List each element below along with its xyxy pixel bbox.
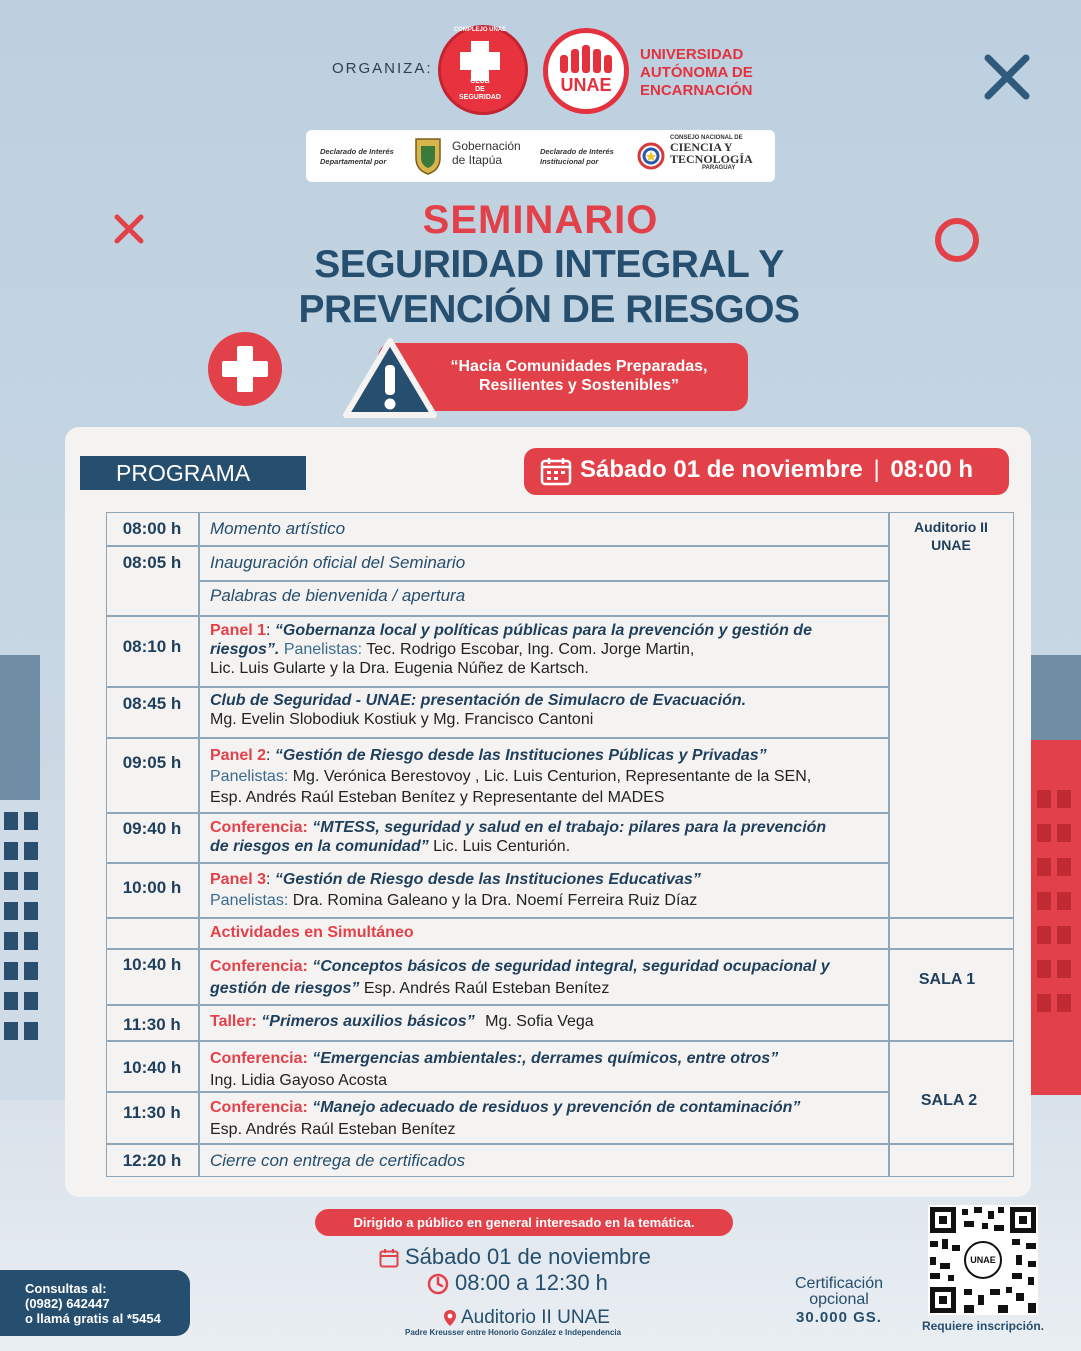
row-people: Esp. Andrés Raúl Esteban Benítez <box>210 1121 456 1138</box>
row-activity: Cierre con entrega de certificados <box>210 1151 466 1170</box>
row-people-label: Panelistas: <box>283 641 363 658</box>
row-time: 10:40 h <box>122 1058 182 1077</box>
contact-line: o llamá gratis al *5454 <box>25 1311 161 1326</box>
conacyt-name <box>670 135 753 171</box>
row-title: “Conceptos básicos de seguridad integral, seguridad ocupacional y <box>312 958 830 975</box>
row-divider <box>106 1004 888 1006</box>
university-name-line: UNIVERSIDAD <box>640 46 744 63</box>
row-activity <box>210 869 880 911</box>
simultaneous-activities-label: Actividades en Simultáneo <box>210 924 414 941</box>
venue-sala-2: SALA 2 <box>920 1092 978 1109</box>
row-label: Conferencia: <box>210 819 308 836</box>
time-column-divider <box>198 512 200 1177</box>
footer-date: Sábado 01 de noviembre <box>405 1244 651 1269</box>
row-people-label: Panelistas: <box>210 892 289 909</box>
declared-dept-line: Declarado de Interés <box>320 147 394 156</box>
sponsors-box <box>306 130 775 182</box>
venue-line: UNAE <box>931 537 971 553</box>
club-logo-arc: COMPLEJO UNAE <box>453 27 507 33</box>
slogan-text <box>410 357 748 395</box>
row-divider <box>106 1143 1014 1145</box>
university-name-line: AUTÓNOMA DE <box>640 64 753 81</box>
row-title: de riesgos en la comunidad” <box>210 838 429 855</box>
qr-code[interactable] <box>928 1205 1038 1315</box>
title-line-2: PREVENCIÓN DE RIESGOS <box>298 288 800 331</box>
certification-info <box>775 1276 903 1326</box>
calendar-icon <box>540 456 572 486</box>
cert-price: 30.000 GS. <box>796 1309 882 1326</box>
row-people: Esp. Andrés Raúl Esteban Benítez <box>363 980 610 997</box>
row-activity: Palabras de bienvenida / apertura <box>210 586 466 605</box>
row-people-label: Panelistas: <box>210 768 289 785</box>
footer-time: 08:00 a 12:30 h <box>455 1270 608 1295</box>
row-time: 08:10 h <box>122 637 182 656</box>
declared-inst-line: Declarado de Interés <box>540 147 614 156</box>
warning-icon <box>340 335 440 421</box>
row-title: “Manejo adecuado de residuos y prevención de contaminación” <box>312 1099 801 1116</box>
footer-place: Auditorio II UNAE <box>461 1307 610 1328</box>
row-time: 12:20 h <box>122 1151 182 1170</box>
row-time: 09:40 h <box>122 819 182 838</box>
qr-logo-text: UNAE <box>970 1255 996 1265</box>
row-activity <box>210 1097 880 1141</box>
clock-icon <box>427 1273 449 1295</box>
row-people: Ing. Lidia Gayoso Acosta <box>210 1072 387 1089</box>
row-time: 11:30 h <box>123 1015 181 1034</box>
conacyt-line: TECNOLOGÍA <box>670 152 753 166</box>
row-divider <box>198 580 888 582</box>
row-people: Lic. Luis Gularte y la Dra. Eugenia Núñez de Kartsch. <box>210 660 589 677</box>
row-activity <box>210 956 880 1000</box>
row-title: Club de Seguridad - UNAE: presentación de Simulacro de Evacuación. <box>210 692 747 709</box>
club-seguridad-logo <box>438 25 528 115</box>
conacyt-country: PARAGUAY <box>702 165 736 171</box>
slogan-line: “Hacia Comunidades Preparadas, <box>450 358 708 375</box>
row-title: gestión de riesgos” <box>210 980 360 997</box>
row-people: Esp. Andrés Raúl Esteban Benítez y Representante del MADES <box>210 789 665 806</box>
title-kicker: SEMINARIO <box>422 198 659 242</box>
row-title: riesgos”. <box>210 641 280 658</box>
row-people: Mg. Verónica Berestovoy , Lic. Luis Centurion, Representante de la SEN, <box>292 768 812 785</box>
gobernacion-name <box>452 139 521 167</box>
venue-line: Auditorio II <box>914 519 988 535</box>
unae-logo <box>543 28 629 114</box>
medical-cross-icon <box>208 332 282 406</box>
row-divider <box>106 812 888 814</box>
university-name-line: ENCARNACIÓN <box>640 82 753 99</box>
declared-dept-text <box>320 147 394 167</box>
row-label: Panel 3 <box>210 871 267 888</box>
building-right-red <box>1031 740 1081 1095</box>
title-line-1: SEGURIDAD INTEGRAL Y <box>314 243 784 286</box>
row-colon: : <box>266 622 275 639</box>
club-logo-line: DE <box>475 86 485 93</box>
program-time: 08:00 h <box>890 456 974 483</box>
venue-column-divider <box>888 512 890 1177</box>
programa-heading: PROGRAMA <box>80 456 306 490</box>
conacyt-line: CIENCIA Y <box>670 140 733 154</box>
venue-sala-1: SALA 1 <box>918 971 976 988</box>
gobernacion-line: de Itapúa <box>452 153 503 167</box>
row-time: 10:40 h <box>122 955 182 974</box>
building-left <box>0 655 40 805</box>
row-people: Lic. Luis Centurión. <box>433 838 571 855</box>
row-colon: : <box>266 871 275 888</box>
club-logo-line: SEGURIDAD <box>458 94 501 101</box>
declared-inst-line: Institucional por <box>540 157 599 166</box>
row-people: Dra. Romina Galeano y la Dra. Noemí Ferreira Ruiz Díaz <box>292 892 698 909</box>
row-time: 11:30 h <box>123 1103 181 1122</box>
program-date: Sábado 01 de noviembre <box>580 456 863 483</box>
row-activity <box>210 745 880 808</box>
calendar-icon <box>379 1248 399 1268</box>
declared-inst-text <box>540 147 614 167</box>
venue-main <box>888 518 1014 554</box>
unae-logo-text: UNAE <box>560 75 612 95</box>
row-title: “Gestión de Riesgo desde las Instituciones Educativas” <box>274 871 701 888</box>
conacyt-small: CONSEJO NACIONAL DE <box>670 135 743 141</box>
location-pin-icon <box>443 1309 457 1327</box>
row-divider <box>106 615 888 617</box>
audience-pill: Dirigido a público en general interesado en la temática. <box>315 1209 733 1236</box>
row-label: Conferencia: <box>210 1050 308 1067</box>
row-divider <box>106 545 888 547</box>
row-label: Conferencia: <box>210 1099 308 1116</box>
slogan-line: Resilientes y Sostenibles” <box>478 377 680 394</box>
row-title: “Gestión de Riesgo desde las Instituciones Públicas y Privadas” <box>274 747 767 764</box>
conacyt-star-icon <box>637 142 665 170</box>
cert-line: Certificación <box>794 1275 884 1292</box>
row-people: Mg. Sofia Vega <box>485 1013 594 1030</box>
university-name <box>640 46 753 100</box>
row-divider <box>106 686 888 688</box>
contact-phone: (0982) 642447 <box>25 1296 110 1311</box>
row-time: 10:00 h <box>122 878 182 897</box>
contact-line: Consultas al: <box>25 1281 107 1296</box>
row-activity <box>210 1012 880 1031</box>
row-people: Tec. Rodrigo Escobar, Ing. Com. Jorge Martin, <box>366 641 695 658</box>
declared-dept-line: Departamental por <box>320 157 387 166</box>
row-title: “Primeros auxilios básicos” <box>261 1013 475 1030</box>
building-right <box>1031 655 1081 745</box>
row-activity <box>210 818 880 856</box>
contact-box <box>0 1270 190 1336</box>
date-separator: | <box>873 456 880 483</box>
row-label: Conferencia: <box>210 958 308 975</box>
gobernacion-shield-icon <box>413 136 443 176</box>
building-left-front <box>0 800 66 1100</box>
row-time: 08:45 h <box>122 694 182 713</box>
row-title: “Emergencias ambientales:, derrames químicos, entre otros” <box>312 1050 779 1067</box>
row-divider <box>106 917 1014 919</box>
row-label: Panel 1 <box>210 622 267 639</box>
cert-line: opcional <box>809 1291 869 1308</box>
row-activity: Momento artístico <box>210 519 346 538</box>
row-time: 08:05 h <box>122 553 182 572</box>
row-time: 09:05 h <box>122 753 182 772</box>
club-logo-line: CLUB <box>470 78 490 85</box>
row-activity <box>210 691 880 729</box>
row-divider <box>106 862 888 864</box>
row-title: “Gobernanza local y políticas públicas para la prevención y gestión de <box>274 622 812 639</box>
row-colon: : <box>266 747 275 764</box>
registration-note: Requiere inscripción. <box>921 1319 1045 1333</box>
organiza-label: ORGANIZA: <box>332 60 433 77</box>
row-label: Taller: <box>210 1013 257 1030</box>
row-people: Mg. Evelin Slobodiuk Kostiuk y Mg. Francisco Cantoni <box>210 711 594 728</box>
close-icon <box>982 52 1032 102</box>
row-time: 08:00 h <box>122 519 182 538</box>
row-label: Panel 2 <box>210 747 267 764</box>
row-divider <box>106 737 888 739</box>
gobernacion-line: Gobernación <box>452 139 521 153</box>
row-divider <box>106 1040 1014 1042</box>
row-title: “MTESS, seguridad y salud en el trabajo: pilares para la prevención <box>312 819 827 836</box>
footer-address: Padre Kreusser entre Honorio González e Independencia <box>405 1328 622 1337</box>
row-activity <box>210 1048 880 1092</box>
row-divider <box>106 948 1014 950</box>
row-activity: Inauguración oficial del Seminario <box>210 553 466 572</box>
date-pill-text <box>580 456 973 484</box>
row-activity <box>210 621 880 678</box>
